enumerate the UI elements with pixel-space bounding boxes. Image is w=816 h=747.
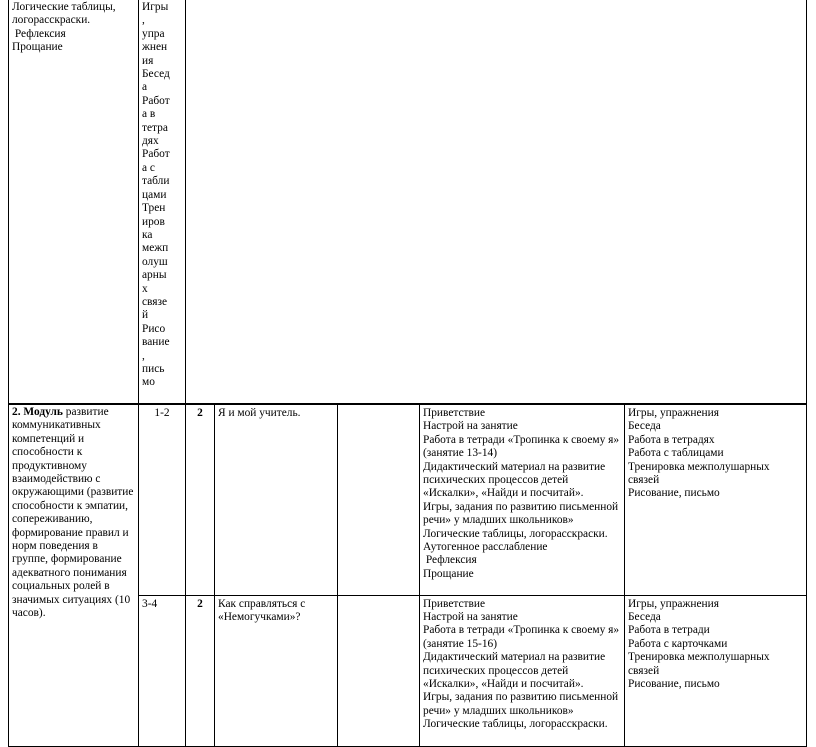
cell-empty — [186, 0, 807, 404]
cell-lesson-number: 1-2 — [139, 404, 186, 595]
cell-lesson-topic: Я и мой учитель. — [215, 404, 338, 595]
cell-module-title — [9, 404, 139, 746]
cell-lesson-content: Приветствие Настрой на занятие Работа в тетради «Тропинка к своему я» (занятие 13-14) Дидактический материал на развитие психических процессов детей «Искалки», «Найди и посчитай». Игры, задания по развитию письменной речи» у младших школьников» Логические таблицы, логорасскраски. Аутогенное расслабление Рефлексия Прощание — [420, 404, 625, 595]
cell-lesson-hours: 2 — [186, 404, 215, 595]
lesson-plan-table — [8, 0, 807, 747]
cell-narrow-forms: Игры , упра жнен ия Бесед а Работ а в тетра дях Работ а с табли цами Трен иров ка межп олуш арны х связе й Рисо вание , пись мо — [139, 0, 186, 404]
table-row-lesson — [9, 404, 807, 595]
cell-lesson-number: 3-4 — [139, 595, 186, 746]
cell-lesson-content: Приветствие Настрой на занятие Работа в тетради «Тропинка к своему я» (занятие 15-16) Дидактический материал на развитие психических процессов детей «Искалки», «Найди и посчитай». Игры, задания по развитию письменной речи» у младших школьников» Логические таблицы, логорасскраски. — [420, 595, 625, 746]
cell-empty — [338, 595, 420, 746]
cell-empty — [338, 404, 420, 595]
cell-lesson-forms: Игры, упражнения Беседа Работа в тетрадях Работа с таблицами Тренировка межполушарных связей Рисование, письмо — [625, 404, 807, 595]
module-title-text: развитие коммуникативных компетенций и способности к продуктивному взаимодействию с окружающими (развитие способности к эмпатии, сопереживанию, формирование правил и норм поведения в группе, формирование адекватного понимания социальных ролей в значимых ситуациях (10 часов). — [12, 406, 134, 620]
cell-lesson-hours: 2 — [186, 595, 215, 746]
cell-lesson-topic: Как справляться с «Немогучками»? — [215, 595, 338, 746]
cell-module-continuation: Логические таблицы, логорасскраски. Рефлексия Прощание — [9, 0, 139, 404]
table-row-continuation — [9, 0, 807, 404]
cell-lesson-forms: Игры, упражнения Беседа Работа в тетради Работа с карточками Тренировка межполушарных связей Рисование, письмо — [625, 595, 807, 746]
module-title-bold: 2. Модуль — [12, 406, 63, 418]
